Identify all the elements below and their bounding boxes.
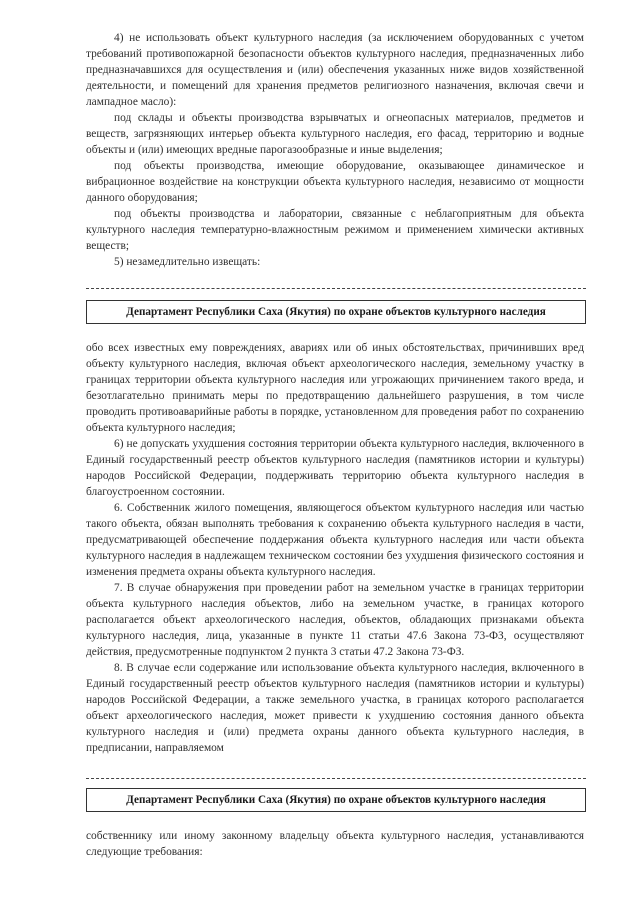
paragraph: обо всех известных ему повреждениях, авариях или об иных обстоятельствах, причинивших вред объекту культурного наследия, включая объект археологического наследия, земельному участку в границах территории объекта культурного наследия или угрожающих причинением такого вреда, и безотлагательно принимать меры по предотвращению дальнейшего разрушения, в том числе проводить противоаварийные работы в порядке, установленном для проведения работ по сохранению объекта культурного наследия;	[86, 342, 584, 434]
bottom-text-block	[86, 828, 584, 860]
paragraph: 8. В случае если содержание или использование объекта культурного наследия, включенного в Единый государственный реестр объектов культурного наследия (памятников истории и культуры) народов Российской Федерации, а также земельного участка, в границах которого располагается объект археологического наследия, может привести к ухудшению состояния данного объекта культурного наследия и (или) предмета охраны данного объекта культурного наследия, в предписании, направляемом	[86, 662, 584, 754]
top-text-block	[86, 30, 584, 270]
page-divider	[86, 778, 586, 779]
paragraph: под объекты производства и лаборатории, связанные с неблагоприятным для объекта культурного наследия температурно-влажностным режимом и применением химически активных веществ;	[86, 208, 584, 252]
page-divider	[86, 288, 586, 289]
department-banner	[86, 300, 586, 324]
middle-text-block	[86, 340, 584, 756]
paragraph: собственнику или иному законному владельцу объекта культурного наследия, устанавливаются следующие требования:	[86, 830, 584, 858]
paragraph: 7. В случае обнаружения при проведении работ на земельном участке в границах территории объекта культурного наследия объектов, либо на земельном участке, в границах которого располагается объект археологического наследия, объектов, обладающих признаками объекта культурного наследия, лица, указанные в пункте 11 статьи 47.6 Закона 73-ФЗ, осуществляют действия, предусмотренные подпунктом 2 пункта 3 статьи 47.2 Закона 73-ФЗ.	[86, 582, 584, 658]
paragraph: под склады и объекты производства взрывчатых и огнеопасных материалов, предметов и веществ, загрязняющих интерьер объекта культурного наследия, его фасад, территорию и водные объекты и (или) имеющих вредные парогазообразные и иные выделения;	[86, 112, 584, 156]
paragraph: 6) не допускать ухудшения состояния территории объекта культурного наследия, включенного в Единый государственный реестр объектов культурного наследия (памятников истории и культуры) народов Российской Федерации, поддерживать территорию объекта культурного наследия в благоустроенном состоянии.	[86, 438, 584, 498]
paragraph: 5) незамедлительно извещать:	[114, 256, 261, 268]
banner-text: Департамент Республики Саха (Якутия) по охране объектов культурного наследия	[126, 794, 546, 806]
paragraph: под объекты производства, имеющие оборудование, оказывающее динамическое и вибрационное воздействие на конструкции объекта культурного наследия, независимо от мощности данного оборудования;	[86, 160, 584, 204]
paragraph: 6. Собственник жилого помещения, являющегося объектом культурного наследия или частью такого объекта, обязан выполнять требования к сохранению объекта культурного наследия в части, предусматривающей обеспечение поддержания объекта культурного наследия или части объекта культурного наследия в надлежащем техническом состоянии без ухудшения физического состояния и изменения предмета охраны объекта культурного наследия.	[86, 502, 584, 578]
paragraph: 4) не использовать объект культурного наследия (за исключением оборудованных с учетом требований противопожарной безопасности объектов культурного наследия, предназначенных либо предназначавшихся для осуществления и (или) обеспечения указанных ниже видов хозяйственной деятельности, и помещений для хранения предметов религиозного назначения, включая свечи и лампадное масло):	[86, 32, 584, 108]
department-banner	[86, 788, 586, 812]
banner-text: Департамент Республики Саха (Якутия) по охране объектов культурного наследия	[126, 306, 546, 318]
